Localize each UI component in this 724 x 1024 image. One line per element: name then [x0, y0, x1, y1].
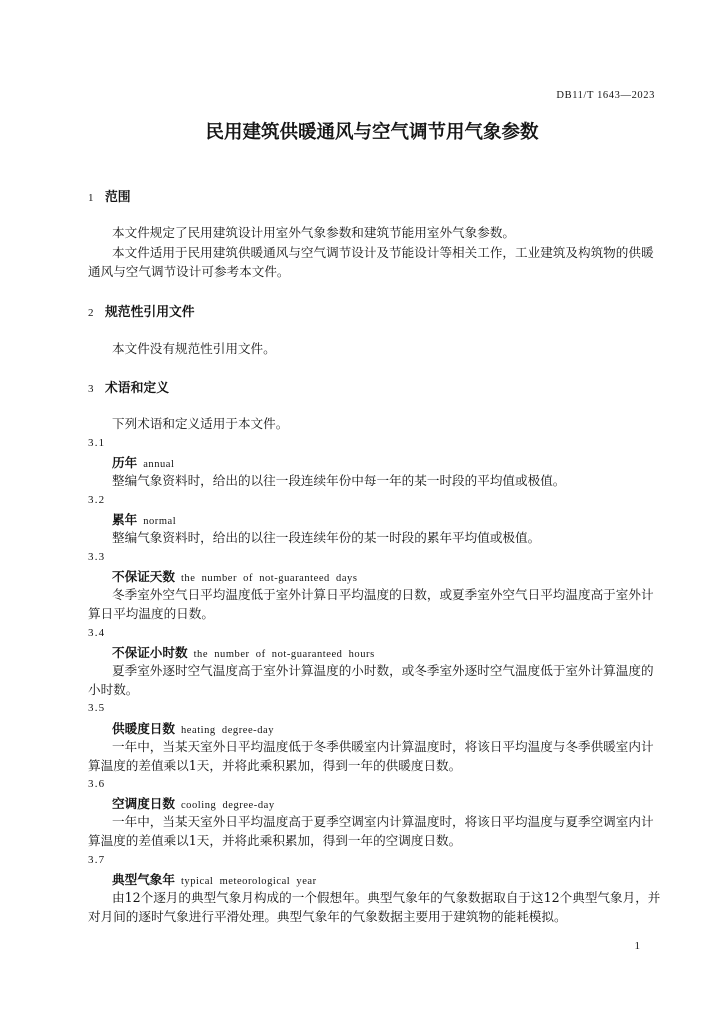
term-entry: [112, 795, 656, 814]
term-english: the number of not-guaranteed days: [180, 573, 358, 584]
term-english: annual: [143, 459, 175, 470]
term-number: 3.2: [88, 494, 106, 506]
section-title: 范围: [105, 190, 131, 205]
term-chinese: 供暖度日数: [112, 721, 175, 736]
term-english: typical meteorological year: [180, 876, 317, 887]
section-number: 1: [88, 192, 94, 204]
term-chinese: 不保证小时数: [112, 645, 188, 660]
term-entry: [112, 720, 656, 739]
term-chinese: 不保证天数: [112, 569, 175, 584]
document-title: 民用建筑供暖通风与空气调节用气象参数: [205, 122, 539, 143]
section-title: 术语和定义: [105, 381, 169, 396]
term-english: cooling degree-day: [180, 800, 275, 811]
definition-line: 冬季室外空气日平均温度低于室外计算日平均温度的日数，或夏季室外空气日平均温度高于室外计: [112, 587, 654, 602]
term-chinese: 历年: [112, 455, 138, 470]
definition-line: 整编气象资料时，给出的以往一段连续年份的某一时段的累年平均值或极值。: [112, 530, 541, 545]
definition-line: 对月间的逐时气象进行平滑处理。典型气象年的气象数据主要用于建筑物的能耗模拟。: [88, 909, 567, 924]
definition-line: 算日平均温度的日数。: [88, 606, 214, 621]
definition-line: 算温度的差值乘以1天，并将此乘积累加，得到一年的空调度日数。: [88, 833, 462, 848]
term-number: 3.1: [88, 437, 106, 449]
paragraph-line: 下列术语和定义适用于本文件。: [112, 416, 289, 431]
term-number: 3.3: [88, 551, 106, 563]
term-number: 3.7: [88, 854, 106, 866]
definition-line: 一年中，当某天室外日平均温度高于夏季空调室内计算温度时，将该日平均温度与夏季空调室内计: [112, 814, 654, 829]
term-entry: [112, 454, 656, 473]
term-chinese: 累年: [112, 512, 138, 527]
section-heading-scope: [88, 188, 656, 206]
term-number: 3.5: [88, 702, 106, 714]
definition-line: 夏季室外逐时空气温度高于室外计算温度的小时数，或冬季室外逐时空气温度低于室外计算温度的: [112, 663, 654, 678]
definition-line: 小时数。: [88, 682, 139, 697]
section-title: 规范性引用文件: [105, 305, 195, 320]
term-english: the number of not-guaranteed hours: [193, 649, 375, 660]
definition-line: 整编气象资料时，给出的以往一段连续年份中每一年的某一时段的平均值或极值。: [112, 473, 566, 488]
term-entry: [112, 871, 656, 890]
term-entry: [112, 644, 656, 663]
term-number: 3.6: [88, 778, 106, 790]
section-number: 2: [88, 307, 94, 319]
definition-line: 一年中，当某天室外日平均温度低于冬季供暖室内计算温度时，将该日平均温度与冬季供暖室内计: [112, 739, 654, 754]
document-code: DB11/T 1643—2023: [556, 90, 655, 101]
section-number: 3: [88, 383, 94, 395]
section-heading-terms-definitions: [88, 379, 656, 397]
paragraph-line: 通风与空气调节设计可参考本文件。: [88, 264, 290, 279]
page-number: 1: [634, 940, 640, 952]
term-chinese: 空调度日数: [112, 796, 175, 811]
term-english: heating degree-day: [180, 725, 275, 736]
section-heading-normative-references: [88, 303, 656, 321]
term-english: normal: [143, 516, 177, 527]
term-chinese: 典型气象年: [112, 872, 175, 887]
definition-line: 由12个逐月的典型气象月构成的一个假想年。典型气象年的气象数据取自于这12个典型气象月，并: [112, 890, 661, 905]
paragraph-line: 本文件没有规范性引用文件。: [112, 341, 276, 356]
term-entry: [112, 568, 656, 587]
paragraph-line: 本文件规定了民用建筑设计用室外气象参数和建筑节能用室外气象参数。: [112, 225, 515, 240]
definition-line: 算温度的差值乘以1天，并将此乘积累加，得到一年的供暖度日数。: [88, 758, 462, 773]
paragraph-line: 本文件适用于民用建筑供暖通风与空气调节设计及节能设计等相关工作，工业建筑及构筑物的供暖: [112, 245, 654, 260]
term-entry: [112, 511, 656, 530]
term-number: 3.4: [88, 627, 106, 639]
